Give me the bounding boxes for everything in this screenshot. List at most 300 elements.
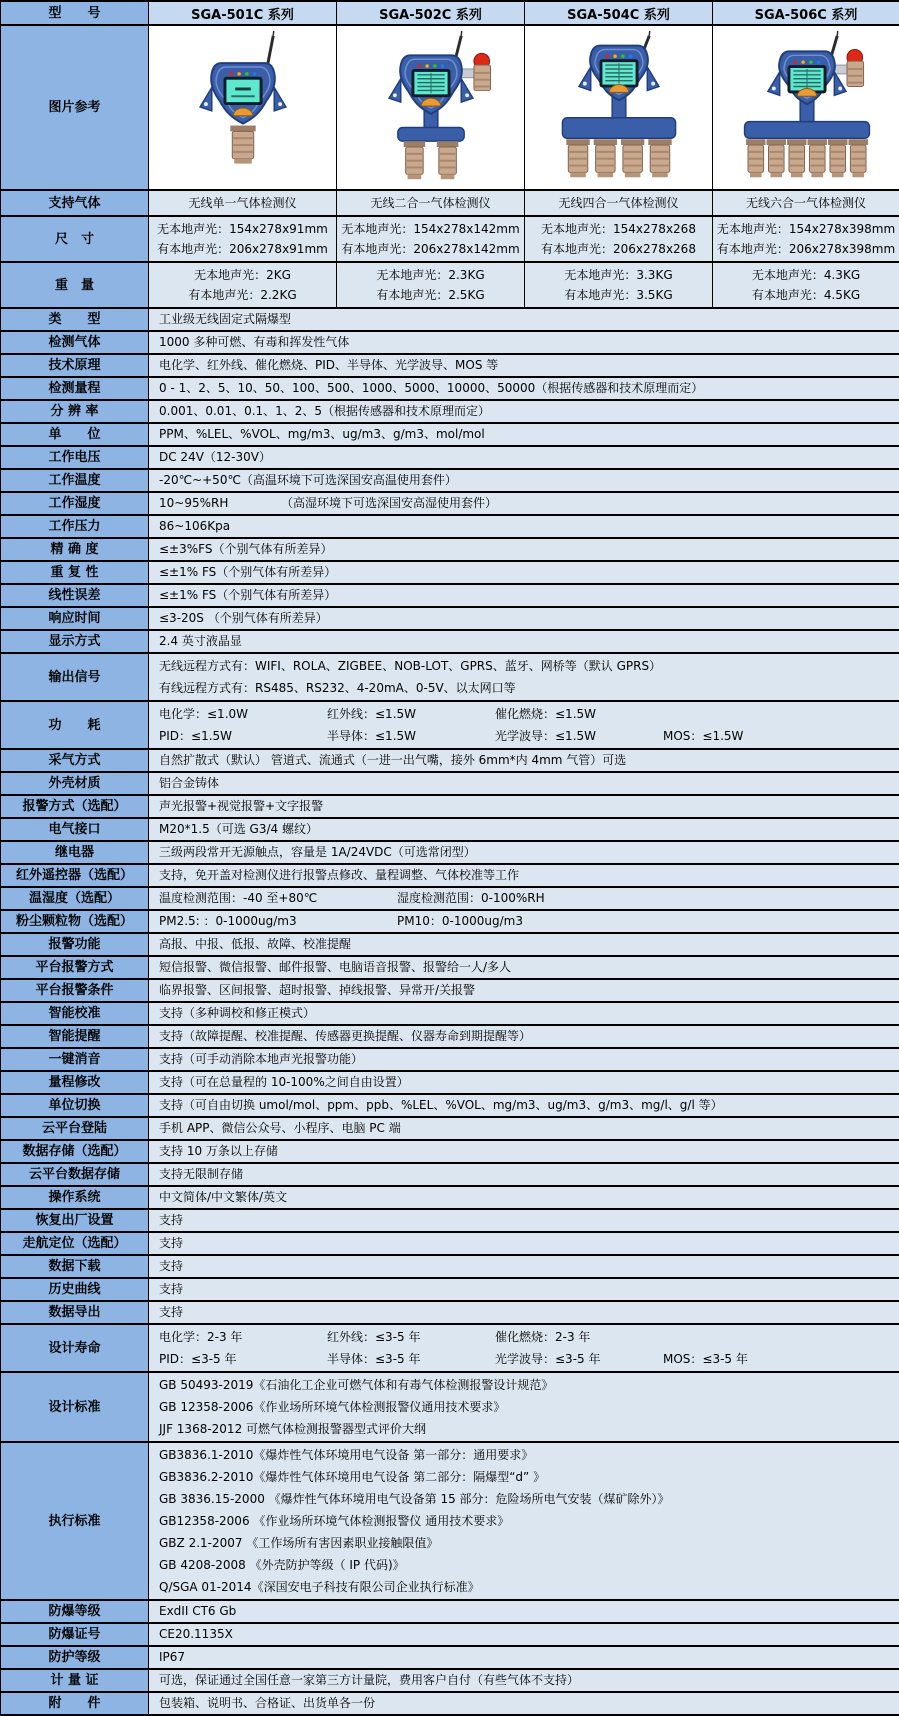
spec-value-text: 电化学：2-3 年 xyxy=(159,1327,327,1347)
row-label: 平台报警条件 xyxy=(1,979,149,1002)
spec-value xyxy=(149,1117,899,1140)
spec-value xyxy=(149,864,899,887)
manifold-bar xyxy=(398,127,464,141)
spec-value-text: ≤3-20S （个别气体有所差异） xyxy=(159,609,328,628)
model-header: SGA-501C 系列 xyxy=(149,1,337,25)
spec-value-line xyxy=(159,774,899,793)
spec-row xyxy=(1,910,899,933)
spec-value-line xyxy=(159,1211,899,1230)
spec-value-line xyxy=(159,889,899,908)
row-label: 技术原理 xyxy=(1,354,149,377)
spec-value xyxy=(149,607,899,630)
detector-image-sga-501c xyxy=(149,28,337,187)
spec-row xyxy=(1,956,899,979)
detector-image-sga-506c xyxy=(713,28,899,187)
spec-value-text: 红外线：≤3-5 年 xyxy=(327,1327,495,1347)
spec-value-text: 86~106Kpa xyxy=(159,517,230,536)
spec-value-line xyxy=(159,751,899,770)
spec-value-line xyxy=(159,1648,899,1667)
spec-value xyxy=(149,933,899,956)
spec-value-text: ≤±1% FS（个别气体有所差异） xyxy=(159,563,336,582)
row-label: 支持气体 xyxy=(1,190,149,216)
spec-value-text: 声光报警+视觉报警+文字报警 xyxy=(159,797,323,816)
spec-row xyxy=(1,1623,899,1646)
spec-value-line xyxy=(159,1073,899,1092)
spec-value-text: PM2.5: ：0-1000ug/m3 xyxy=(159,912,397,931)
spec-value-line xyxy=(159,1488,899,1510)
spec-row xyxy=(1,1232,899,1255)
row-label: 类 型 xyxy=(1,308,149,331)
spec-row xyxy=(1,772,899,795)
spec-value-text: 催化燃烧：2-3 年 xyxy=(495,1327,590,1347)
row-label: 重 复 性 xyxy=(1,561,149,584)
spec-row xyxy=(1,818,899,841)
spec-value-text: 可选，保证通过全国任意一家第三方计量院，费用客户自付（有些气体不支持） xyxy=(159,1671,579,1690)
spec-value xyxy=(149,538,899,561)
row-label: 型 号 xyxy=(1,1,149,25)
spec-row xyxy=(1,469,899,492)
spec-value-text: 光学波导：≤1.5W xyxy=(495,726,663,746)
spec-value-text: PID：≤1.5W xyxy=(159,726,327,746)
spec-value-text: 支持 xyxy=(159,1211,183,1230)
spec-value-text: M20*1.5（可选 G3/4 螺纹） xyxy=(159,820,318,839)
row-label: 工作温度 xyxy=(1,469,149,492)
spec-value-text: -20℃~+50℃（高温环境下可选深国安高温使用套件） xyxy=(159,471,457,490)
spec-row xyxy=(1,607,899,630)
spec-value-text: 支持（故障提醒、校准提醒、传感器更换提醒、仪器寿命到期提醒等） xyxy=(159,1027,531,1046)
spec-value-text: 无本地声光：3.3KG xyxy=(527,265,710,285)
spec-value xyxy=(149,262,337,308)
row-label: 智能校准 xyxy=(1,1002,149,1025)
row-label: 数据导出 xyxy=(1,1301,149,1324)
spec-value-text: ExdII CT6 Gb xyxy=(159,1602,236,1621)
row-label: 数据存储（选配） xyxy=(1,1140,149,1163)
model-header-row xyxy=(1,1,899,25)
spec-value xyxy=(149,1669,899,1692)
spec-row xyxy=(1,1025,899,1048)
row-label: 继电器 xyxy=(1,841,149,864)
row-label: 设计标准 xyxy=(1,1372,149,1442)
spec-row xyxy=(1,216,899,262)
spec-value xyxy=(149,377,899,400)
spec-value-line xyxy=(159,1554,899,1576)
spec-row xyxy=(1,400,899,423)
spec-value xyxy=(149,1646,899,1669)
spec-value xyxy=(149,1301,899,1324)
spec-row xyxy=(1,887,899,910)
spec-value-text: 支持无限制存储 xyxy=(159,1165,243,1184)
spec-value-line xyxy=(159,471,899,490)
spec-value xyxy=(337,262,525,308)
spec-value-text: GB 3836.15-2000 《爆炸性气体环境用电气设备第 15 部分：危险场所电气安装（煤矿除外）》 xyxy=(159,1489,670,1509)
spec-value xyxy=(149,1140,899,1163)
row-label: 云平台数据存储 xyxy=(1,1163,149,1186)
spec-value-text: 无本地声光：154x278x268 xyxy=(527,219,710,239)
spec-value xyxy=(149,308,899,331)
spec-value-text: JJF 1368-2012 可燃气体检测报警器型式评价大纲 xyxy=(159,1419,426,1439)
spec-value-line xyxy=(159,703,899,725)
spec-value xyxy=(149,653,899,701)
spec-row xyxy=(1,1278,899,1301)
spec-value-text: 电化学：≤1.0W xyxy=(159,704,327,724)
spec-value-line xyxy=(159,609,899,628)
spec-row xyxy=(1,308,899,331)
spec-row xyxy=(1,1163,899,1186)
manifold-bar xyxy=(745,122,870,139)
spec-value-text: IP67 xyxy=(159,1648,185,1667)
spec-value-line xyxy=(159,820,899,839)
spec-value-line xyxy=(159,1625,899,1644)
spec-row xyxy=(1,1094,899,1117)
spec-row xyxy=(1,701,899,749)
row-label: 精 确 度 xyxy=(1,538,149,561)
spec-value xyxy=(149,1442,899,1600)
row-label: 计 量 证 xyxy=(1,1669,149,1692)
spec-value-line xyxy=(159,448,899,467)
spec-value xyxy=(149,1002,899,1025)
spec-value xyxy=(149,446,899,469)
row-label: 粉尘颗粒物（选配） xyxy=(1,910,149,933)
spec-row xyxy=(1,1071,899,1094)
spec-value-line xyxy=(159,958,899,977)
spec-value xyxy=(149,561,899,584)
spec-value-line xyxy=(159,1444,899,1466)
model-header: SGA-504C 系列 xyxy=(525,1,713,25)
spec-value-text: 三级两段常开无源触点，容量是 1A/24VDC（可选常闭型） xyxy=(159,843,476,862)
row-label: 单位切换 xyxy=(1,1094,149,1117)
spec-value-line xyxy=(159,1466,899,1488)
spec-value xyxy=(149,400,899,423)
spec-value xyxy=(149,841,899,864)
spec-value-text: 无本地声光：154x278x142mm xyxy=(339,219,522,239)
spec-value-line xyxy=(159,563,899,582)
row-label: 功 耗 xyxy=(1,701,149,749)
spec-value-text: 支持 xyxy=(159,1303,183,1322)
spec-value-line xyxy=(159,310,899,329)
spec-value-line xyxy=(159,1096,899,1115)
spec-value-text: 有本地声光：206x278x398mm xyxy=(715,239,897,259)
spec-value xyxy=(149,1209,899,1232)
spec-value-line xyxy=(159,1050,899,1069)
product-image-cell xyxy=(713,25,899,190)
spec-row xyxy=(1,377,899,400)
spec-value-text: 铝合金铸体 xyxy=(159,774,219,793)
spec-value-text: 光学波导：≤3-5 年 xyxy=(495,1349,663,1369)
spec-value-text: 0 - 1、2、5、10、50、100、500、1000、5000、10000、50000（根据传感器和技术原理而定） xyxy=(159,379,703,398)
spec-row xyxy=(1,1048,899,1071)
spec-value-line xyxy=(159,1602,899,1621)
spec-value-text: 支持（可手动消除本地声光报警功能） xyxy=(159,1050,363,1069)
row-label: 单 位 xyxy=(1,423,149,446)
row-label: 工作压力 xyxy=(1,515,149,538)
model-header: SGA-506C 系列 xyxy=(713,1,899,25)
spec-value-text: 高报、中报、低报、故障、校准提醒 xyxy=(159,935,351,954)
spec-value-line xyxy=(159,1142,899,1161)
row-label: 历史曲线 xyxy=(1,1278,149,1301)
spec-value xyxy=(149,1692,899,1715)
spec-value-text: ≤±1% FS（个别气体有所差异） xyxy=(159,586,336,605)
spec-value-text: 红外线：≤1.5W xyxy=(327,704,495,724)
spec-row xyxy=(1,190,899,216)
spec-value-text: 中文简体/中文繁体/英文 xyxy=(159,1188,287,1207)
spec-value-line xyxy=(159,1418,899,1440)
row-label: 平台报警方式 xyxy=(1,956,149,979)
row-label: 检测量程 xyxy=(1,377,149,400)
row-label: 响应时间 xyxy=(1,607,149,630)
spec-value-text: GB3836.2-2010《爆炸性气体环境用电气设备 第二部分：隔爆型“d” 》 xyxy=(159,1467,545,1487)
spec-value xyxy=(525,190,713,216)
spec-value-text: 2.4 英寸液晶显 xyxy=(159,632,242,651)
spec-value-text: 0.001、0.01、0.1、1、2、5（根据传感器和技术原理而定） xyxy=(159,402,490,421)
spec-value xyxy=(149,515,899,538)
spec-value-line xyxy=(159,540,899,559)
spec-row xyxy=(1,1002,899,1025)
row-label: 量程修改 xyxy=(1,1071,149,1094)
spec-value xyxy=(149,910,899,933)
spec-value-line xyxy=(159,843,899,862)
row-label: 恢复出厂设置 xyxy=(1,1209,149,1232)
spec-value xyxy=(149,630,899,653)
spec-value-text: GB12358-2006 《作业场所环境气体检测报警仪 通用技术要求》 xyxy=(159,1511,509,1531)
spec-value xyxy=(149,331,899,354)
spec-value-text: 支持（可自由切换 umol/mol、ppm、ppb、%LEL、%VOL、mg/m3、ug/m3、g/m3、mg/l、g/l 等） xyxy=(159,1096,723,1115)
spec-row xyxy=(1,584,899,607)
spec-value-line xyxy=(159,632,899,651)
spec-value-text: 支持（可在总量程的 10-100%之间自由设置） xyxy=(159,1073,409,1092)
row-label: 报警功能 xyxy=(1,933,149,956)
spec-value-text: PM10：0-1000ug/m3 xyxy=(397,912,523,931)
product-image-cell xyxy=(149,25,337,190)
spec-value-line xyxy=(159,333,899,352)
row-label: 设计寿命 xyxy=(1,1324,149,1372)
spec-value xyxy=(149,492,899,515)
spec-value xyxy=(149,1025,899,1048)
spec-value-text: GBZ 2.1-2007 《工作场所有害因素职业接触限值》 xyxy=(159,1533,438,1553)
spec-row xyxy=(1,423,899,446)
spec-row xyxy=(1,515,899,538)
spec-value-line xyxy=(159,1576,899,1598)
spec-value-text: 自然扩散式（默认） 管道式、流通式（一进一出气嘴，接外 6mm*内 4mm 气管）可选 xyxy=(159,751,626,770)
row-label: 防爆证号 xyxy=(1,1623,149,1646)
spec-value xyxy=(713,190,899,216)
spec-value-text: 半导体：≤3-5 年 xyxy=(327,1349,495,1369)
spec-value xyxy=(149,216,337,262)
spec-value-line xyxy=(159,425,899,444)
spec-value xyxy=(149,1163,899,1186)
spec-value-line xyxy=(159,1396,899,1418)
spec-value-line xyxy=(159,1257,899,1276)
row-label: 显示方式 xyxy=(1,630,149,653)
spec-row xyxy=(1,1209,899,1232)
spec-row xyxy=(1,979,899,1002)
row-label: 采气方式 xyxy=(1,749,149,772)
spec-value-line xyxy=(159,1303,899,1322)
spec-value xyxy=(149,1094,899,1117)
spec-value-line xyxy=(159,379,899,398)
spec-value xyxy=(149,1186,899,1209)
spec-row xyxy=(1,1442,899,1600)
model-header: SGA-502C 系列 xyxy=(337,1,525,25)
spec-value xyxy=(149,887,899,910)
spec-row xyxy=(1,262,899,308)
spec-value-text: 无线二合一气体检测仪 xyxy=(339,193,522,213)
spec-value-text: 支持（多种调校和修正模式） xyxy=(159,1004,315,1023)
spec-row xyxy=(1,1600,899,1623)
spec-value-line xyxy=(159,1280,899,1299)
spec-value xyxy=(149,1623,899,1646)
spec-value-text: 有本地声光：206x278x268 xyxy=(527,239,710,259)
spec-row xyxy=(1,1140,899,1163)
spec-value-line xyxy=(159,1165,899,1184)
spec-value-text: CE20.1135X xyxy=(159,1625,233,1644)
spec-value-text: GB 50493-2019《石油化工企业可燃气体和有毒气体检测报警设计规范》 xyxy=(159,1375,553,1395)
spec-row xyxy=(1,795,899,818)
spec-value-line xyxy=(159,655,899,677)
spec-row xyxy=(1,492,899,515)
manifold-bar xyxy=(562,118,675,138)
spec-value-text: 10~95%RH xyxy=(159,494,281,513)
spec-value-text: 短信报警、微信报警、邮件报警、电脑语音报警、报警给一人/多人 xyxy=(159,958,511,977)
spec-row xyxy=(1,1372,899,1442)
spec-row xyxy=(1,1669,899,1692)
spec-value-line xyxy=(159,1027,899,1046)
spec-value-text: GB3836.1-2010《爆炸性气体环境用电气设备 第一部分：通用要求》 xyxy=(159,1445,533,1465)
spec-value-text: DC 24V（12-30V） xyxy=(159,448,271,467)
spec-value-text: 有本地声光：3.5KG xyxy=(527,285,710,305)
row-label: 电气接口 xyxy=(1,818,149,841)
spec-row xyxy=(1,331,899,354)
spec-row xyxy=(1,653,899,701)
spec-row xyxy=(1,1692,899,1715)
spec-value xyxy=(149,1600,899,1623)
row-label: 数据下载 xyxy=(1,1255,149,1278)
spec-value-text: 工业级无线固定式隔爆型 xyxy=(159,310,291,329)
spec-value-text: （高湿环境下可选深国安高湿使用套件） xyxy=(281,494,497,513)
spec-value-text: 1000 多种可燃、有毒和挥发性气体 xyxy=(159,333,349,352)
spec-row xyxy=(1,1324,899,1372)
spec-value-text: 支持 xyxy=(159,1234,183,1253)
detector-image-sga-502c xyxy=(337,28,525,187)
spec-value-text: 无本地声光：4.3KG xyxy=(715,265,897,285)
row-label: 外壳材质 xyxy=(1,772,149,795)
spec-value-text: 无本地声光：154x278x398mm xyxy=(715,219,897,239)
spec-value xyxy=(149,1255,899,1278)
spec-value-text: 有本地声光：2.2KG xyxy=(151,285,334,305)
spec-value-line xyxy=(159,1694,899,1713)
spec-value-line xyxy=(159,866,899,885)
spec-value-line xyxy=(159,402,899,421)
spec-value-text: GB 12358-2006《作业场所环境气体检测报警仪通用技术要求》 xyxy=(159,1397,505,1417)
spec-value-line xyxy=(159,1510,899,1532)
spec-value xyxy=(149,1232,899,1255)
spec-value xyxy=(149,795,899,818)
spec-value-line xyxy=(159,981,899,1000)
spec-row xyxy=(1,933,899,956)
row-label: 红外遥控器（选配） xyxy=(1,864,149,887)
row-label: 分 辨 率 xyxy=(1,400,149,423)
spec-row xyxy=(1,864,899,887)
spec-row xyxy=(1,538,899,561)
spec-value-text: 临界报警、区间报警、超时报警、掉线报警、异常开/关报警 xyxy=(159,981,475,1000)
spec-value-line xyxy=(159,725,899,747)
spec-value-line xyxy=(159,517,899,536)
spec-value-text: GB 4208-2008 《外壳防护等级（ IP 代码)》 xyxy=(159,1555,405,1575)
spec-value xyxy=(149,1071,899,1094)
row-label: 报警方式（选配） xyxy=(1,795,149,818)
spec-value-text: 支持 xyxy=(159,1280,183,1299)
detector-image-sga-504c xyxy=(525,28,713,187)
spec-value xyxy=(713,262,899,308)
spec-value-line xyxy=(159,677,899,699)
spec-value-text: 支持，免开盖对检测仪进行报警点修改、量程调整、气体校准等工作 xyxy=(159,866,519,885)
row-label: 附 件 xyxy=(1,1692,149,1715)
spec-value-line xyxy=(159,912,899,931)
spec-value xyxy=(525,216,713,262)
spec-value xyxy=(337,190,525,216)
spec-value-line xyxy=(159,797,899,816)
spec-value-line xyxy=(159,1234,899,1253)
row-label: 工作电压 xyxy=(1,446,149,469)
spec-value xyxy=(149,956,899,979)
spec-value-text: 有本地声光：206x278x91mm xyxy=(151,239,334,259)
spec-value-text: 支持 xyxy=(159,1257,183,1276)
spec-row xyxy=(1,561,899,584)
row-label: 防爆等级 xyxy=(1,1600,149,1623)
spec-value xyxy=(149,423,899,446)
spec-value-line xyxy=(159,1119,899,1138)
row-label: 操作系统 xyxy=(1,1186,149,1209)
spec-value-text: PPM、%LEL、%VOL、mg/m3、ug/m3、g/m3、mol/mol xyxy=(159,425,485,444)
spec-value xyxy=(149,1278,899,1301)
spec-value-text: 无线六合一气体检测仪 xyxy=(715,193,897,213)
spec-value-line xyxy=(159,1326,899,1348)
spec-value-text: 无线四合一气体检测仪 xyxy=(527,193,710,213)
row-label: 执行标准 xyxy=(1,1442,149,1600)
spec-value-text: MOS：≤3-5 年 xyxy=(663,1349,748,1369)
row-label: 图片参考 xyxy=(1,25,149,190)
row-label: 工作湿度 xyxy=(1,492,149,515)
row-label: 一键消音 xyxy=(1,1048,149,1071)
spec-value xyxy=(149,190,337,216)
spec-value-text: 无本地声光：2.3KG xyxy=(339,265,522,285)
spec-row xyxy=(1,1255,899,1278)
spec-row xyxy=(1,841,899,864)
spec-value-text: 无线远程方式有：WIFI、ROLA、ZIGBEE、NOB-LOT、GPRS、蓝牙、网桥等（默认 GPRS） xyxy=(159,656,661,676)
spec-value-line xyxy=(159,1348,899,1370)
spec-value-line xyxy=(159,1004,899,1023)
row-label: 温湿度（选配） xyxy=(1,887,149,910)
spec-row xyxy=(1,354,899,377)
spec-row xyxy=(1,446,899,469)
spec-value-line xyxy=(159,1374,899,1396)
row-label: 云平台登陆 xyxy=(1,1117,149,1140)
spec-value xyxy=(149,1372,899,1442)
spec-row xyxy=(1,1117,899,1140)
spec-value-text: Q/SGA 01-2014《深国安电子科技有限公司企业执行标准》 xyxy=(159,1577,480,1597)
spec-value xyxy=(149,584,899,607)
spec-value xyxy=(149,749,899,772)
row-label: 智能提醒 xyxy=(1,1025,149,1048)
spec-value-text: 有本地声光：4.5KG xyxy=(715,285,897,305)
spec-value xyxy=(149,1324,899,1372)
spec-value-text: 手机 APP、微信公众号、小程序、电脑 PC 端 xyxy=(159,1119,401,1138)
spec-value-text: 无本地声光：154x278x91mm xyxy=(151,219,334,239)
row-label: 走航定位（选配） xyxy=(1,1232,149,1255)
spec-value xyxy=(149,979,899,1002)
spec-value-text: 半导体：≤1.5W xyxy=(327,726,495,746)
spec-value-text: 无本地声光：2KG xyxy=(151,265,334,285)
spec-value-text: 温度检测范围：-40 至+80℃ xyxy=(159,889,397,908)
